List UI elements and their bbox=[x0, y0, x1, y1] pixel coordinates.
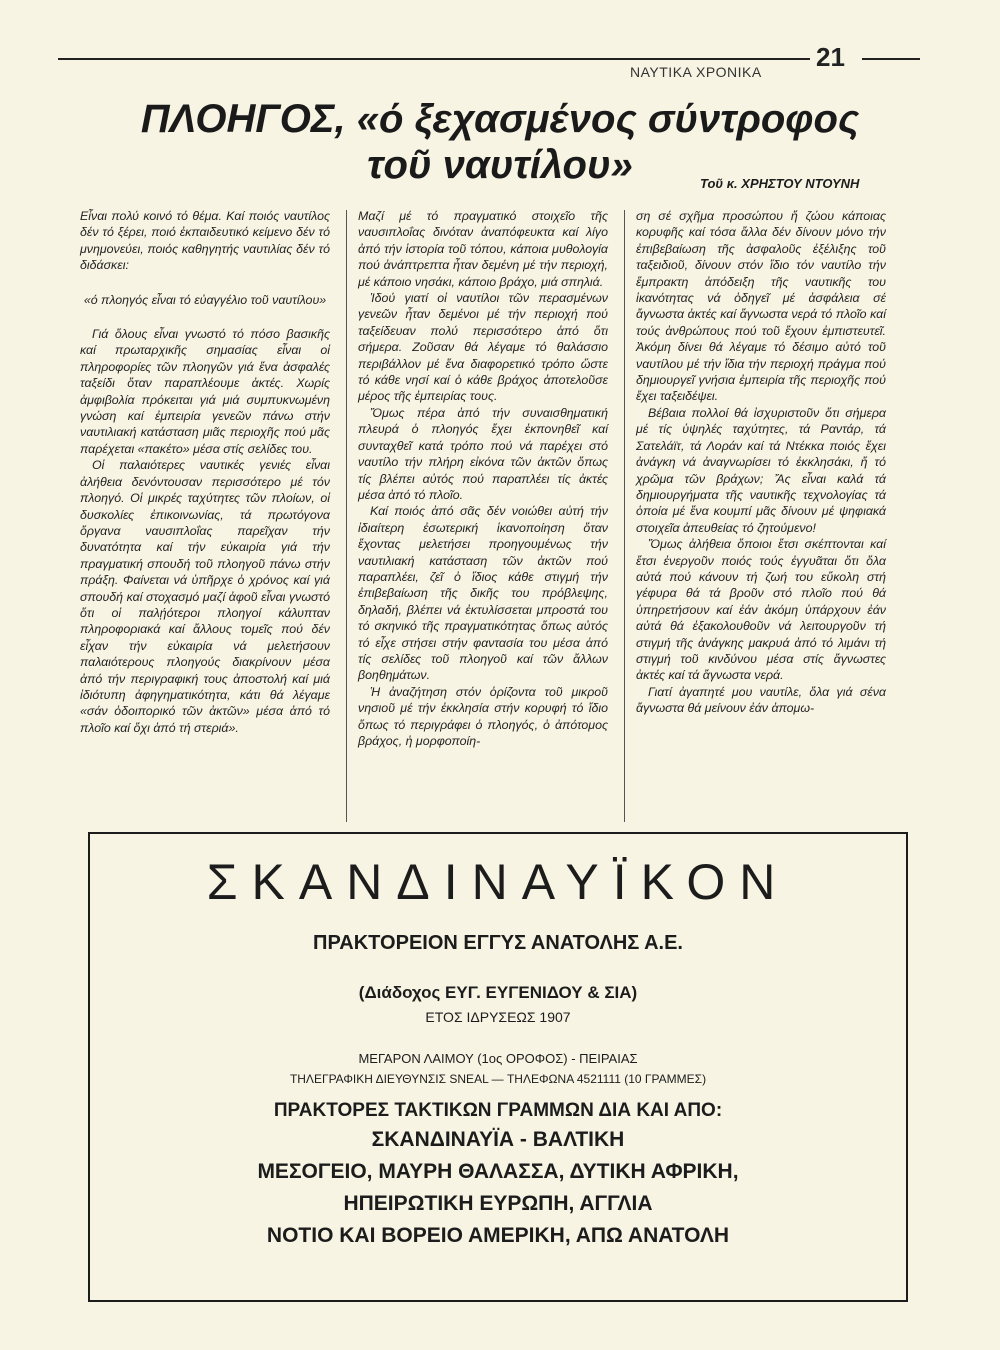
column-divider bbox=[346, 210, 347, 822]
article-title-line-1: ΠΛΟΗΓΟΣ, «ό ξεχασμένος σύντροφος bbox=[140, 97, 860, 141]
ad-route-line: ΝΟΤΙΟ ΚΑΙ ΒΟΡΕΙΟ ΑΜΕΡΙΚΗ, ΑΠΩ ΑΝΑΤΟΛΗ bbox=[266, 1224, 730, 1247]
article-column-1 bbox=[80, 208, 330, 736]
ad-route-line: ΣΚΑΝΔΙΝΑΥΪΑ - ΒΑΛΤΙΚΗ bbox=[371, 1128, 625, 1151]
paragraph: Εἶναι πολύ κοινό τό θέμα. Καί ποιός ναυτίλος δέν τό ξέρει, ποιό ἐκπαιδευτικό κείμενο δέν τό μνημονεύει, ποιός καθηγητής ναυτιλίας δέν τό διδάσκει: bbox=[80, 209, 330, 273]
header-rule-right bbox=[862, 58, 920, 60]
paragraph: ση σέ σχῆμα προσώπου ἤ ζώου κάποιας κορυφῆς καί τόσα ἄλλα δέν δίνουν μόνο τήν ἐπιβεβαίωση τῆς ἀσφαλοῦς ἐξέλιξης τοῦ ταξειδιοῦ, δίνουν στόν ἴδιο τόν ναυτίλο τήν ἔμπρακτη ἀπόδειξη τῆς ναυτικῆς του ἱκανότητας νά ὁδηγεῖ μέ ἀσφάλεια σέ ἄγνωστα ἀκτές καί ἄγνωστα νερά τό πλοῖο καί τούς ἀνθρώπους πού τοῦ ἔχουν ἐμπιστευτεῖ. Ἀκόμη δίνει θά λέγαμε τό δέσιμο αὐτό τοῦ ναυτίλου μέ τήν ἴδια τήν περιοχή πράγμα πού δημιουργεῖ γνήσια ἐμπειρία τῆς περιοχῆς πού ἔχει ταξειδέψει. bbox=[636, 209, 886, 404]
ad-route-line: ΜΕΣΟΓΕΙΟ, ΜΑΥΡΗ ΘΑΛΑΣΣΑ, ΔΥΤΙΚΗ ΑΦΡΙΚΗ, bbox=[257, 1160, 739, 1183]
advertisement-box bbox=[88, 832, 908, 1302]
article-title bbox=[60, 96, 940, 188]
ad-address: ΜΕΓΑΡΟΝ ΛΑΙΜΟΥ (1ος ΟΡΟΦΟΣ) - ΠΕΙΡΑΙΑΣ bbox=[358, 1051, 638, 1066]
paragraph: Οἱ παλαιότερες ναυτικές γενιές εἶναι ἀλήθεια δενόντουσαν περισσότερο μέ τόν πλοηγό. Οἱ μικρές ταχύτητες τῶν πλοίων, οἱ δυσκολίες ἐπικοινωνίας, τά πρωτόγονα ὄργανα ναυσιπλοΐας παρεῖχαν τήν δυνατότητα καί τήν εὐκαιρία γιά τήν πραγματική σπουδή τοῦ πλοηγοῦ πάνω στήν πράξη. Φαίνεται νά ὑπῆρχε ὁ χρόνος καί γιά σπουδή καί στοχασμό μαζί ἀφοῦ εἶναι γνωστό ὅτι οἱ παλῄότεροι πλοηγοί κάλυπταν πληροφοριακά καί ἄλλους τομεῖς πού δέν εἶχαν τήν εὐκαιρία νά μελετήσουν παλαιότερους πλοηγούς διακρίνουν μέσα ἀπό τήν περιγραφική τους ἀποστολή καί μιά ἰδιότυπη ἀφηγηματικότητα, κάτι θά λέγαμε «σάν ὁδοιπορικό τῶν ἀκτῶν» μέσα ἀπό τό πλοῖο καί ὄχι ἀπό τή στεριά». bbox=[80, 458, 330, 735]
paragraph: Ὅμως πέρα ἀπό τήν συναισθηματική πλευρά ὁ πλοηγός ἔχει ἐκπονηθεῖ καί συνταχθεῖ κατά τρόπο πού νά παρέχει στό ναυτίλο τήν πλήρη εἰκόνα τῶν ἀκτῶν ὅπως τίς βλέπει αὐτός πού παραπλέει τίς ἀκτές μέσα ἀπό τό πλοῖο. bbox=[358, 405, 608, 502]
article-column-2 bbox=[358, 208, 608, 749]
ad-contact-info: ΤΗΛΕΓΡΑΦΙΚΗ ΔΙΕΥΘΥΝΣΙΣ SNEAL — ΤΗΛΕΦΩΝΑ 4521111 (10 ΓΡΑΜΜΕΣ) bbox=[289, 1072, 707, 1086]
paragraph: Καί ποιός ἀπό σᾶς δέν νοιώθει αὐτή τήν ἰδιαίτερη ἐσωτερική ἱκανοποίηση ὅταν ἔχοντας μελετήσει προηγουμένως τήν ναυτιλιακή κατάσταση τῶν ἀκτῶν πού παραπλέει, ζεῖ ὁ ἴδιος κάθε στιγμή τήν ἐπιβεβαίωση τῆς δικῆς του πρόβλεψης, δηλαδή, βλέπει νά ἐκτυλίσσεται μπροστά του τό σκηνικό τῆς πραγματικότητας ὅπως αὐτός τό εἶχε στήσει στήν φαντασία του μέσα ἀπό τίς σελίδες τοῦ πλοηγοῦ καί τῶν ἄλλων βοηθημάτων. bbox=[358, 504, 608, 683]
article-column-3 bbox=[636, 208, 886, 717]
pull-quote: «ό πλοηγός εἶναι τό εὐαγγέλιο τοῦ ναυτίλου» bbox=[83, 292, 327, 307]
ad-company-name: ΠΡΑΚΤΟΡΕΙΟΝ ΕΓΓΥΣ ΑΝΑΤΟΛΗΣ Α.Ε. bbox=[313, 932, 683, 954]
running-head: ΝΑΥΤΙΚΑ ΧΡΟΝΙΚΑ bbox=[630, 64, 762, 80]
paragraph: Μαζί μέ τό πραγματικό στοιχεῖο τῆς ναυσιπλοΐας δινόταν ἀναπόφευκτα καί λίγο ἀπό τήν ἱστορία τοῦ τόπου, κάποια μυθολογία πού ἀνάπτρεπτα ἦταν δεμένη μέ τήν περιοχή, μέ κάποιο νησάκι, κάποιο βράχο, μιά σπηλιά. bbox=[358, 209, 608, 289]
article-author: Τοῦ κ. ΧΡΗΣΤΟΥ ΝΤΟΥΝΗ bbox=[700, 176, 860, 191]
page-number: 21 bbox=[816, 42, 845, 72]
ad-brand-name: ΣΚΑΝΔΙΝΑΥΪΚΟΝ bbox=[206, 854, 790, 910]
paragraph: Βέβαια πολλοί θά ἰσχυριστοῦν ὅτι σήμερα μέ τίς ὑψηλές ταχύτητες, τά Ραντάρ, τά Σατελάϊτ, τά Λοράν καί τά Ντέκκα ποιός ἔχει ἀνάγκη νά ἀναγνωρίσει τό ἐκκλησάκι, ἤ τό χρῶμα τῶν βράχων; Ἄς εἶναι καλά τά δημιουργήματα τῆς ναυτικῆς τεχνολογίας τά ὁποία μέ ἕνα κουμπί μᾶς δίνουν μέ ψηφιακά στοιχεῖα ἀπευθείας τό ζητούμενο! bbox=[636, 405, 886, 535]
ad-successor-line: (Διάδοχος ΕΥΓ. ΕΥΓΕΝΙΔΟΥ & ΣΙΑ) bbox=[358, 983, 638, 1002]
paragraph: Γιά ὅλους εἶναι γνωστό τό πόσο βασικῆς καί πρωταρχικῆς σημασίας εἶναι οἱ πληροφορίες τῶν πλοηγῶν γιά ἕνα ἀσφαλές ταξείδι ὅταν παραπλέουμε ἀκτές. Χωρίς ἀμφιβολία πρόκειται γιά μιά συμπυκνωμένη γνώση καί ἐμπειρία γενεῶν πάνω στήν ναυτιλιακή κατάσταση μιᾶς περιοχῆς πού μᾶς παρέχεται «πακέτο» μέσα στίς σελίδες του. bbox=[80, 327, 330, 456]
header-rule-left bbox=[58, 58, 810, 60]
ad-route-line: ΗΠΕΙΡΩΤΙΚΗ ΕΥΡΩΠΗ, ΑΓΓΛΙΑ bbox=[343, 1192, 653, 1215]
paragraph: Ὅμως ἀλήθεια ὅποιοι ἔτσι σκέπτονται καί ἔτσι ἐνεργοῦν ποιός τούς ἐγγυᾶται ὅτι ὅλα αὐτά πού κάνουν τή ζωή του εὔκολη στή γέφυρα θά τά βροῦν στό πλοῖο πού θά ὑπηρετήσουν καί ἐάν ἀκόμη ὑπάρχουν ἐάν αὐτά θά ἐξακολουθοῦν νά λειτουργοῦν τή στιγμή τῆς ἀνάγκης μακρυά ἀπό τό λιμάνι τή στιγμή τοῦ κινδύνου μέσα στίς ἄγνωστες ἀκτές καί τά ἄγνωστα νερά. bbox=[636, 537, 886, 683]
paragraph: Γιατί ἀγαπητέ μου ναυτίλε, ὅλα γιά σένα ἄγνωστα θά μείνουν ἐάν ἀπομω- bbox=[636, 684, 886, 716]
column-divider bbox=[624, 210, 625, 822]
ad-services-title: ΠΡΑΚΤΟΡΕΣ ΤΑΚΤΙΚΩΝ ΓΡΑΜΜΩΝ ΔΙΑ ΚΑΙ ΑΠΟ: bbox=[273, 1100, 723, 1121]
ad-founded-year: ΕΤΟΣ ΙΔΡΥΣΕΩΣ 1907 bbox=[425, 1009, 571, 1025]
article-title-line-2: τοῦ ναυτίλου» bbox=[367, 143, 633, 187]
paragraph: Ἰδού γιατί οἱ ναυτίλοι τῶν περασμένων γενεῶν ἦταν δεμένοι μέ τήν περιοχή πού ταξείδευαν πολύ περισσότερο ἀπό ὅτι σήμερα. Ζοῦσαν θά λέγαμε τό θαλάσσιο περιβάλλον μέ ἕνα διαφορετικό τρόπο ὥστε τό κάθε νησί καί ὁ κάθε βράχος ἀποτελοῦσε μέρος τῆς ἐμπειρίας τους. bbox=[358, 291, 608, 404]
paragraph: Ἡ ἀναζήτηση στόν ὁρίζοντα τοῦ μικροῦ νησιοῦ μέ τήν ἐκκλησία στήν κορυφή τό ἴδιο ὅπως τό περιγράφει ὁ πλοηγός, ὁ ἀπότομος βράχος, ἡ μορφοποίη- bbox=[358, 684, 608, 748]
